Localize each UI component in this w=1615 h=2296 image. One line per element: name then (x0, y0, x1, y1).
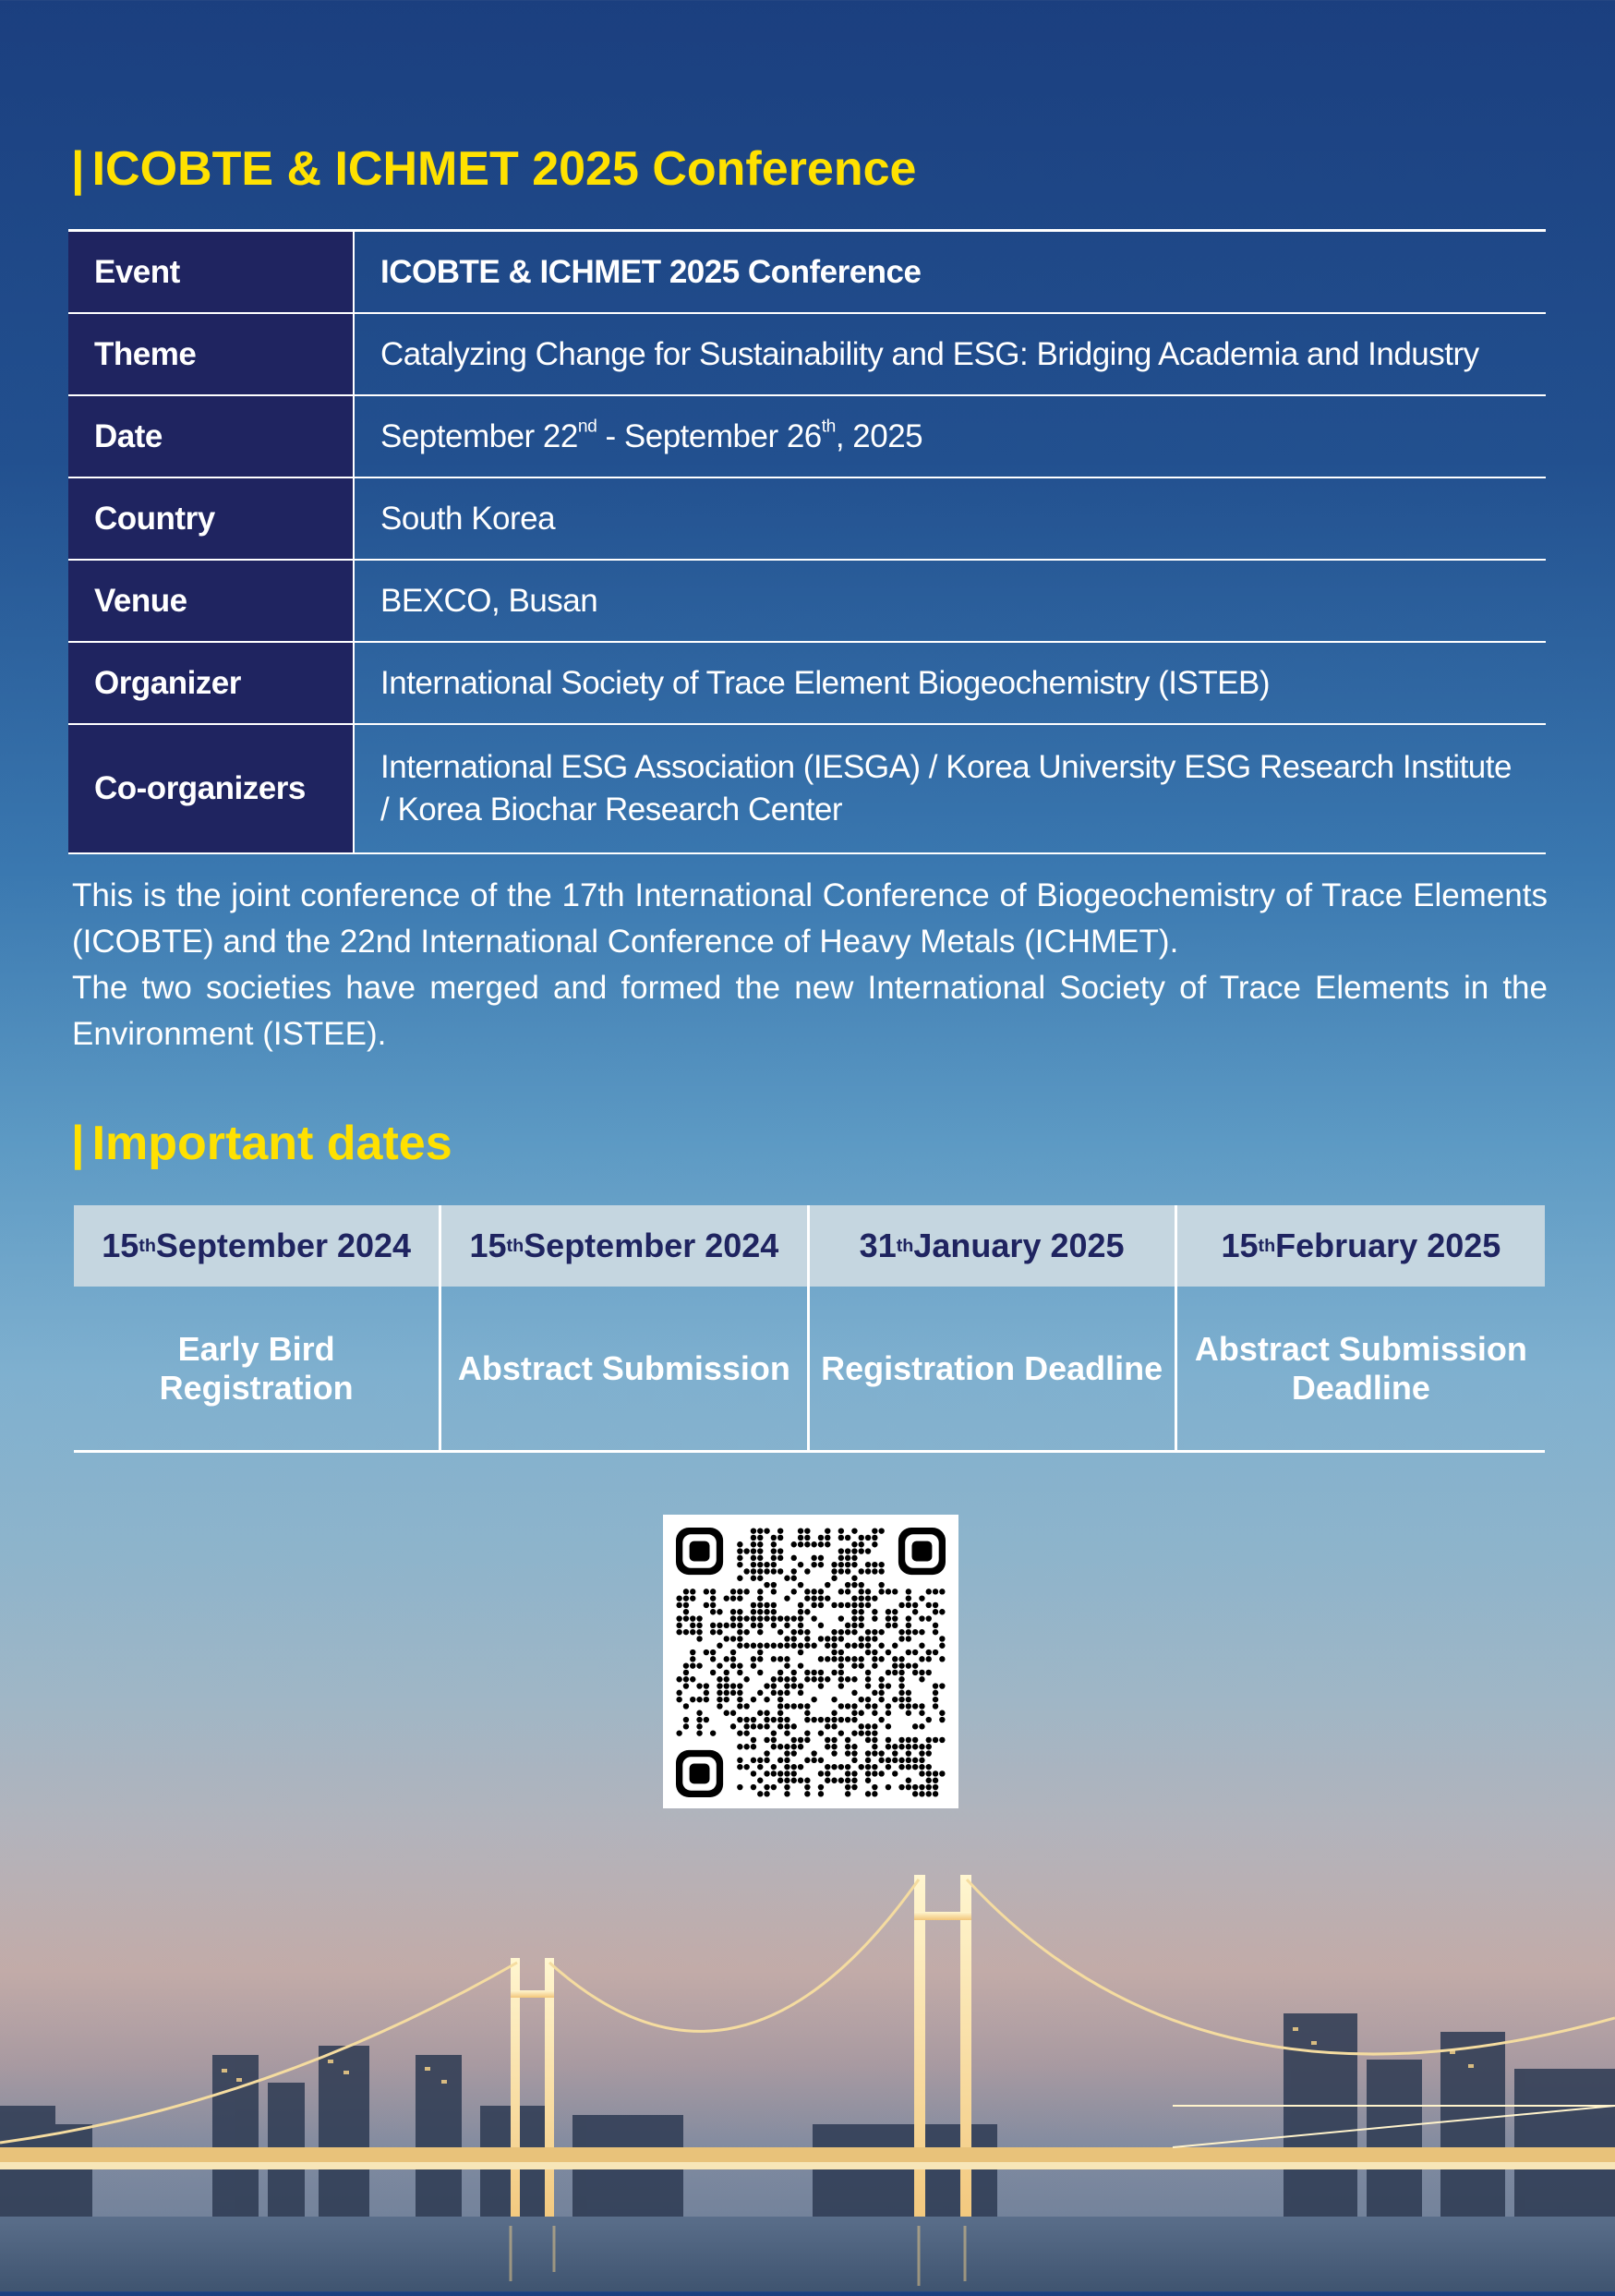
date-day: 15 (1221, 1227, 1259, 1264)
date-year: , 2025 (835, 417, 923, 454)
qr-code-graphic (663, 1515, 958, 1808)
dates-title-text: Important dates (91, 1117, 452, 1170)
date-cell-1: 15 th September 2024 (74, 1205, 441, 1287)
date-month-year: September 2024 (155, 1227, 412, 1264)
conference-title-text: ICOBTE & ICHMET 2025 Conference (91, 142, 917, 196)
coorganizers-line-2: / Korea Biochar Research Center (380, 792, 843, 828)
info-row-venue (68, 561, 1546, 643)
info-label-country: Country (68, 478, 355, 559)
coorganizers-line-1: International ESG Association (IESGA) / Korea University ESG Research Institute (380, 749, 1512, 785)
date-cell-3: 31 th January 2025 (810, 1205, 1177, 1287)
date-end-suffix: th (821, 417, 836, 437)
event-cell-2: Abstract Submission (441, 1287, 809, 1450)
info-row-event (68, 232, 1546, 314)
info-label-date: Date (68, 396, 355, 477)
info-label-event: Event (68, 232, 355, 312)
date-end: - September 26 (597, 417, 822, 454)
info-row-country (68, 478, 1546, 561)
date-start: September 22 (380, 417, 578, 454)
date-cell-4: 15 th February 2025 (1177, 1205, 1545, 1287)
info-label-theme: Theme (68, 314, 355, 394)
event-cell-1: Early Bird Registration (74, 1287, 441, 1450)
date-month-year: January 2025 (913, 1227, 1125, 1264)
info-label-coorganizers: Co-organizers (68, 725, 355, 852)
date-start-suffix: nd (577, 417, 597, 437)
info-label-venue: Venue (68, 561, 355, 641)
info-value-venue: BEXCO, Busan (380, 582, 598, 619)
description-paragraph-1: This is the joint conference of the 17th International Conference of Biogeochemistry of Trace Elements (ICOBTE) and the 22nd International Conference of Heavy Metals (ICHMET). (72, 877, 1548, 960)
info-row-theme (68, 314, 1546, 396)
date-month-year: February 2025 (1275, 1227, 1501, 1264)
bridge-cityscape-image (0, 1829, 1615, 2291)
date-day: 15 (469, 1227, 507, 1264)
conference-info-table (68, 229, 1546, 854)
conference-description (72, 873, 1548, 1057)
info-value-coorganizers (355, 725, 1546, 852)
info-label-organizer: Organizer (68, 643, 355, 723)
event-cell-3: Registration Deadline (810, 1287, 1177, 1450)
date-day: 31 (859, 1227, 897, 1264)
info-row-date (68, 396, 1546, 478)
title-bar-accent: | (71, 1117, 85, 1170)
date-month-year: September 2024 (524, 1227, 779, 1264)
title-bar-accent: | (71, 142, 85, 196)
date-cell-2: 15 th September 2024 (441, 1205, 809, 1287)
event-cell-4: Abstract Submission Deadline (1194, 1329, 1527, 1407)
description-paragraph-2: The two societies have merged and formed the new International Society of Trace Elements in the Environment (ISTEE). (72, 970, 1548, 1052)
conference-section-title (71, 141, 916, 197)
info-row-coorganizers (68, 725, 1546, 854)
info-row-organizer (68, 643, 1546, 725)
info-value-event: ICOBTE & ICHMET 2025 Conference (380, 253, 922, 290)
info-value-organizer: International Society of Trace Element Biogeochemistry (ISTEB) (380, 664, 1271, 701)
info-value-theme: Catalyzing Change for Sustainability and ESG: Bridging Academia and Industry (380, 335, 1479, 372)
info-value-country: South Korea (380, 500, 556, 537)
info-value-date (355, 396, 1546, 477)
dates-section-title (71, 1116, 452, 1171)
important-dates-table (74, 1205, 1545, 1453)
date-day: 15 (102, 1227, 139, 1264)
qr-code-icon[interactable] (663, 1515, 958, 1808)
